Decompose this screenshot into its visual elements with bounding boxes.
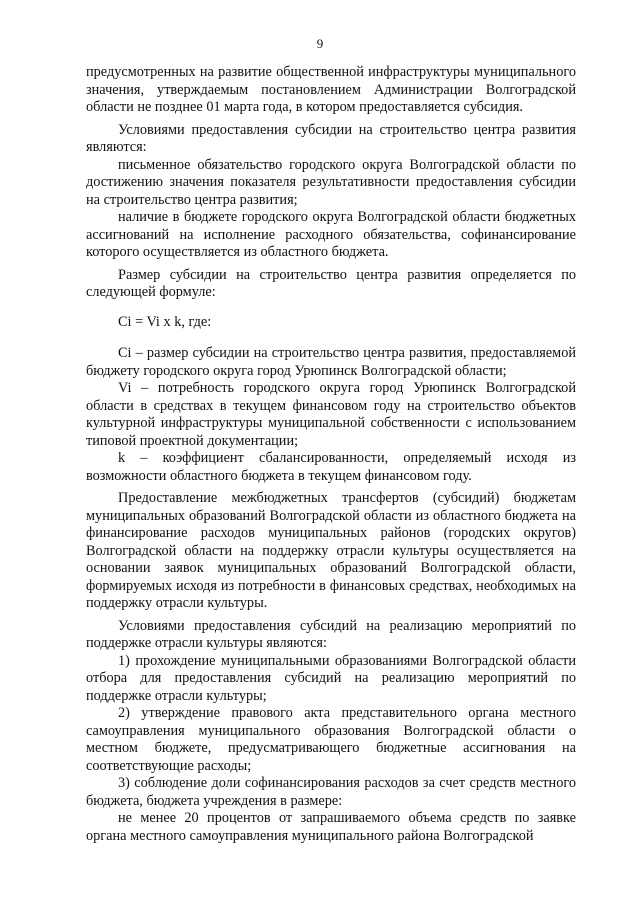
paragraph: Размер субсидии на строительство центра развития определяется по следующей формуле: xyxy=(86,266,576,300)
list-item: 1) прохождение муниципальными образованиями Волгоградской области отбора для предоставления субсидий на реализацию мероприятий по поддержке отрасли культуры; xyxy=(86,652,576,704)
paragraph: не менее 20 процентов от запрашиваемого объема средств по заявке органа местного самоуправления муниципального района Волгоградской xyxy=(86,810,576,844)
list-item: 2) утверждение правового акта представительного органа местного самоуправления муниципального образования Волгоградской области о местном бюджете, предусматривающего бюджетные ассигнования на соответствующие расходы; xyxy=(86,705,576,774)
list-item: 3) соблюдение доли софинансирования расходов за счет средств местного бюджета, бюджета учреждения в размере: xyxy=(86,775,576,809)
definition: Ci – размер субсидии на строительство центра развития, предоставляемой бюджету городского округа город Урюпинск Волгоградской области; xyxy=(86,345,576,379)
paragraph: письменное обязательство городского округа Волгоградской области по достижению значения показателя результативности предоставления субсидии на строительство центра развития; xyxy=(86,156,576,208)
paragraph: предусмотренных на развитие общественной инфраструктуры муниципального значения, утверждаемым постановлением Администрации Волгоградской области не позднее 01 марта года, в котором предоставляется субсидия. xyxy=(86,64,576,115)
paragraph: Условиями предоставления субсидии на строительство центра развития являются: xyxy=(86,121,576,155)
formula: Ci = Vi x k, где: xyxy=(118,313,212,330)
paragraph: наличие в бюджете городского округа Волгоградской области бюджетных ассигнований на исполнение расходного обязательства, софинансирование которого осуществляется из областного бюджета. xyxy=(86,209,576,260)
page-number: 9 xyxy=(316,36,324,51)
definition: Vi – потребность городского округа город Урюпинск Волгоградской области в средствах в текущем финансовом году на строительство объектов культурной инфраструктуры муниципальной собственности с использованием типовой проектной документации; xyxy=(86,380,576,449)
document-body xyxy=(86,64,576,845)
definition: k – коэффициент сбалансированности, определяемый исходя из возможности областного бюджета в текущем финансовом году. xyxy=(86,450,576,484)
paragraph: Предоставление межбюджетных трансфертов (субсидий) бюджетам муниципальных образований Волгоградской области из областного бюджета на финансирование расходов муниципальных районов (городских округов) Волгоградской области на поддержку отрасли культуры осуществляется на основании заявок муниципальных образований Волгоградской области, формируемых исходя из потребности в финансовых средствах, необходимых на поддержку отрасли культуры. xyxy=(86,490,576,611)
paragraph: Условиями предоставления субсидий на реализацию мероприятий по поддержке отрасли культуры являются: xyxy=(86,617,576,651)
